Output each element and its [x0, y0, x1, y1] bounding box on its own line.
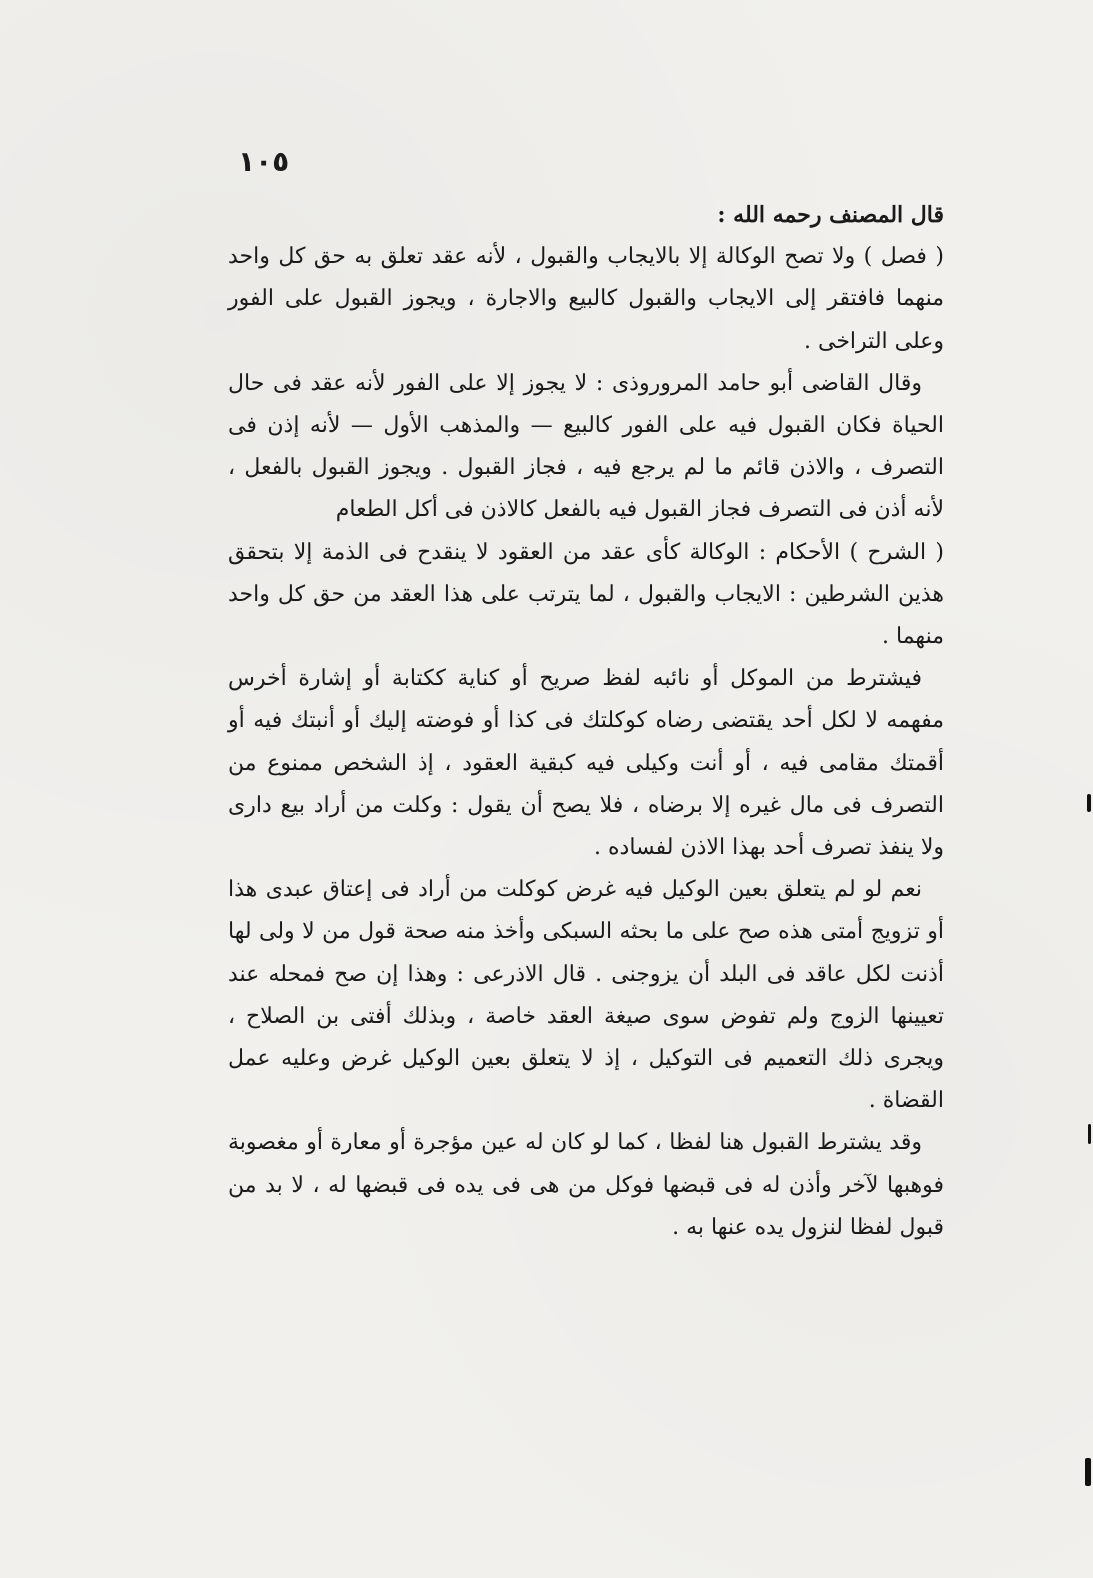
- paragraph-4: فيشترط من الموكل أو نائبه لفظ صريح أو كناية ككتابة أو إشارة أخرس مفهمه لا لكل أحد يقتضى رضاه كوكلتك فى كذا أو فوضته إليك أو أنبتك فيه أو أقمتك مقامى فيه ، أو أنت وكيلى فيه كبقية العقود ، إذ الشخص ممنوع من التصرف فى مال غيره إلا برضاه ، فلا يصح أن يقول : وكلت من أراد بيع دارى ولا ينفذ تصرف أحد بهذا الاذن لفساده .: [228, 666, 944, 861]
- scan-mark: [1088, 1124, 1091, 1144]
- paragraph-6: وقد يشترط القبول هنا لفظا ، كما لو كان له عين مؤجرة أو معارة أو مغصوبة فوهبها لآخر وأذن له فى قبضها فوكل من هى فى يده فى قبضها له ، لا بد من قبول لفظا لنزول يده عنها به .: [228, 1130, 944, 1240]
- paragraph-1: ( فصل ) ولا تصح الوكالة إلا بالايجاب والقبول ، لأنه عقد تعلق به حق كل واحد منهما فافتقر إلى الايجاب والقبول كالبيع والاجارة ، ويجوز القبول على الفور وعلى التراخى .: [228, 244, 944, 354]
- paragraph-5: نعم لو لم يتعلق بعين الوكيل فيه غرض كوكلت من أراد فى إعتاق عبدى هذا أو تزويج أمتى هذه صح على ما بحثه السبكى وأخذ منه صحة قول من لا ولى لها أذنت لكل عاقد فى البلد أن يزوجنى . قال الاذرعى : وهذا إن صح فمحله عند تعيينها الزوج ولم تفوض سوى صيغة العقد خاصة ، وبذلك أفتى بن الصلاح ، ويجرى ذلك التعميم فى التوكيل ، إذ لا يتعلق بعين الوكيل غرض وعليه عمل القضاة .: [228, 877, 944, 1114]
- author-line: قال المصنف رحمه الله :: [717, 202, 944, 228]
- paragraph-2: وقال القاضى أبو حامد المروروذى : لا يجوز إلا على الفور لأنه عقد فى حال الحياة فكان القبول فيه على الفور كالبيع — والمذهب الأول — لأنه إذن فى التصرف ، والاذن قائم ما لم يرجع فيه ، فجاز القبول . ويجوز القبول بالفعل ، لأنه أذن فى التصرف فجاز القبول فيه بالفعل كالاذن فى أكل الطعام: [228, 370, 944, 523]
- page-number: ١٠٥: [238, 145, 290, 178]
- main-text: [228, 194, 944, 1249]
- scan-mark: [1085, 1458, 1091, 1486]
- scan-mark: [1087, 794, 1091, 812]
- paragraph-3: ( الشرح ) الأحكام : الوكالة كأى عقد من العقود لا ينقدح فى الذمة إلا بتحقق هذين الشرطين : الايجاب والقبول ، لما يترتب على هذا العقد من حق كل واحد منهما .: [228, 539, 944, 650]
